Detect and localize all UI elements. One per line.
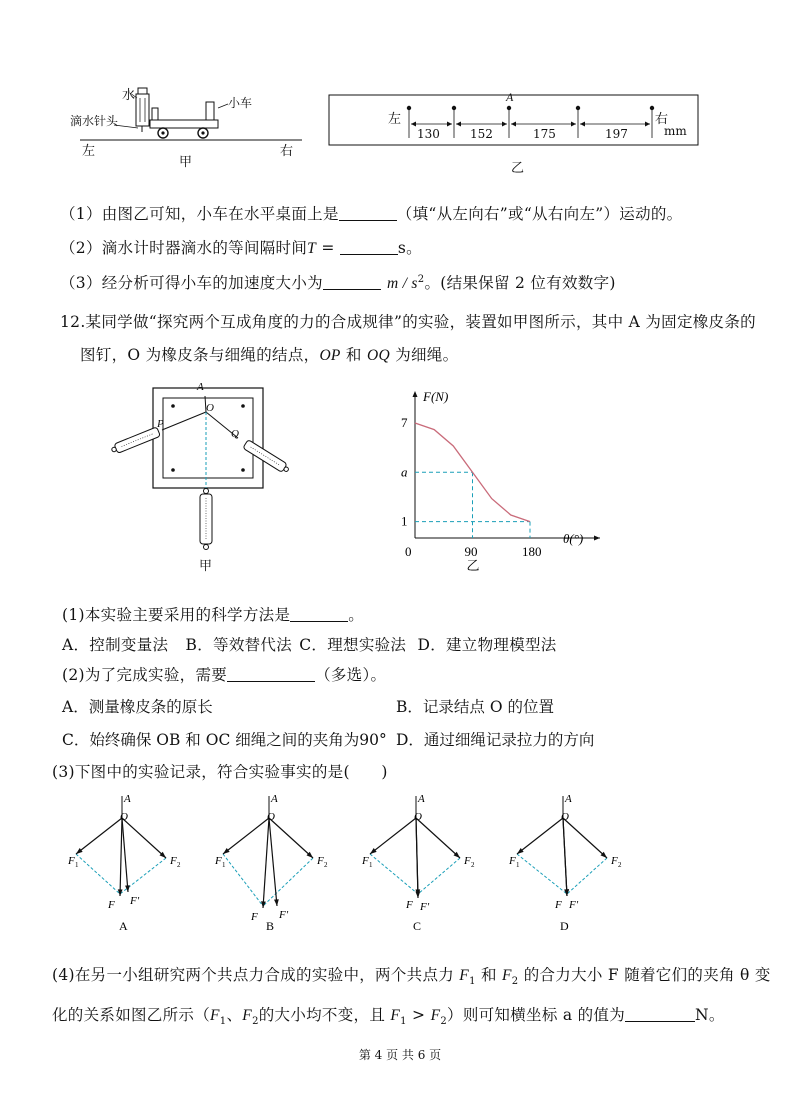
figure-drip-tape xyxy=(328,90,700,150)
q12-s1-option-c[interactable]: C．理想实验法 xyxy=(299,636,407,654)
q11-part3 xyxy=(60,271,616,293)
q11-part2-unit: s。 xyxy=(397,239,422,257)
q12-s4-l2-f1: F xyxy=(210,1007,220,1024)
q12-s4-l2-gt: > xyxy=(406,1006,431,1024)
f1-arrow xyxy=(76,818,122,854)
x-tick-label: 90 xyxy=(464,544,478,559)
q11-part3-text: （3）经分析可得小车的加速度大小为 xyxy=(60,274,323,292)
q12-intro2-mid: 和 xyxy=(340,346,367,364)
q12-s1-option-a[interactable]: A．控制变量法 xyxy=(62,636,169,654)
q12-s4-line1: (4)在另一小组研究两个共点力合成的实验中，两个共点力 $F_1$ 和 $F_2$ 的合力大小 F 随着它们的夹角 θ 变 xyxy=(52,966,771,988)
f-arrow xyxy=(416,818,418,898)
label-f: F xyxy=(555,899,562,911)
label-nozzle: 滴水针头 xyxy=(70,114,119,128)
parallelogram-edge xyxy=(223,854,263,906)
q12-s1-text: (1)本实验主要采用的科学方法是 xyxy=(62,606,291,624)
label-f-prime: F′ xyxy=(279,909,289,921)
q12-intro2-a: 图钉，O 为橡皮条与细绳的结点， xyxy=(80,346,320,364)
q12-s2-option-c[interactable] xyxy=(62,728,387,750)
q11-part2-eq: = xyxy=(316,239,340,257)
q12-s4-f2: F xyxy=(502,967,512,984)
tape-segment-3: 175 xyxy=(533,127,556,141)
option-letter: D xyxy=(560,919,569,933)
f2-arrow xyxy=(122,818,166,858)
q12-s2-option-d[interactable]: D．通过细绳记录拉力的方向 xyxy=(396,731,595,749)
q12-s4-l2-c: 的大小均不变，且 xyxy=(258,1006,391,1024)
q12-intro2-end: 为细绳。 xyxy=(389,346,459,364)
label-left: 左 xyxy=(82,144,96,159)
figure-force-board xyxy=(110,381,310,574)
q12-s2-option-c-text: C．始终确保 OB 和 OC 细绳之间的夹角为 xyxy=(62,731,360,749)
q12-intro2-oq: OQ xyxy=(366,347,390,364)
vector-diagram-c xyxy=(361,793,475,933)
q12-s1-option-b[interactable]: B．等效替代法 xyxy=(185,636,293,654)
q11-part2-blank[interactable] xyxy=(340,240,398,255)
f2-arrow xyxy=(269,818,313,858)
y-tick-label: a xyxy=(401,464,408,480)
q12-intro2-op: OP xyxy=(319,347,341,364)
label-f1: F xyxy=(509,855,516,867)
f-prime-arrow xyxy=(120,818,122,896)
q12-s1-options xyxy=(62,633,557,655)
label-f2-sub: 2 xyxy=(324,861,328,869)
board-label-p: P xyxy=(157,418,164,430)
f-arrow xyxy=(563,818,567,896)
q12-s4-l2-f1b: F xyxy=(390,1007,401,1024)
force-angle-chart xyxy=(395,385,615,575)
tape-label-right: 右 xyxy=(655,112,669,127)
vector-diagram-a xyxy=(67,793,181,933)
q12-s2 xyxy=(62,663,386,685)
label-f1-sub: 1 xyxy=(369,861,373,869)
q12-s2-option-b[interactable]: B．记录结点 O 的位置 xyxy=(396,698,554,716)
tape-label-left: 左 xyxy=(388,112,402,127)
q12-s1-option-d[interactable]: D．建立物理模型法 xyxy=(417,636,557,654)
board-label-o: O xyxy=(206,402,214,414)
f1-arrow xyxy=(223,818,269,854)
parallelogram-edge xyxy=(517,854,567,894)
label-f2-sub: 2 xyxy=(177,861,181,869)
label-f2: F xyxy=(611,855,618,867)
label-f1: F xyxy=(362,855,369,867)
q11-part1-text: （1）由图乙可知，小车在水平桌面上是 xyxy=(60,205,339,223)
chart-caption: 乙 xyxy=(466,558,480,573)
tape-segment-4: 197 xyxy=(605,127,628,141)
q11-part1 xyxy=(60,202,682,224)
q12-intro-line2 xyxy=(80,343,458,365)
label-f: F xyxy=(406,899,413,911)
f1-arrow xyxy=(370,818,416,854)
q12-s4-l1-c: 的合力大小 F 随着它们的夹角 θ 变 xyxy=(518,966,771,984)
f-arrow-head xyxy=(415,891,420,898)
q12-s2-option-a[interactable]: A．测量橡皮条的原长 xyxy=(62,698,213,716)
x-tick-label: 0 xyxy=(405,544,412,559)
drip-tape-svg xyxy=(328,90,700,150)
x-axis-label: θ(°) xyxy=(563,531,584,546)
q12-s4-line2: 化的关系如图乙所示（$F_1$、$F_2$的大小均不变，且 $F_1 > F_2$）则可知横坐标 a 的值为 N。 xyxy=(52,1006,725,1028)
q12-s1-blank[interactable] xyxy=(290,607,348,622)
label-f: F xyxy=(251,911,258,923)
label-a: A xyxy=(271,793,278,805)
label-f2: F xyxy=(464,855,471,867)
q12-s4-l2-a: 化的关系如图乙所示（ xyxy=(52,1006,211,1024)
label-a: A xyxy=(418,793,425,805)
label-a: A xyxy=(565,793,572,805)
q11-part1-blank[interactable] xyxy=(339,206,397,221)
y-tick-label: 1 xyxy=(401,513,408,529)
q12-s4-l1-b: 和 xyxy=(475,966,503,984)
f-arrow xyxy=(269,818,277,906)
q12-s4-l2-f2: F xyxy=(242,1007,253,1024)
f2-arrow xyxy=(563,818,607,858)
q11-part3-unit: m / s xyxy=(386,275,418,292)
tape-segment-1: 130 xyxy=(417,127,440,141)
q12-s2-blank[interactable] xyxy=(227,667,315,682)
label-car: 小车 xyxy=(228,96,253,110)
label-f2: F xyxy=(170,855,177,867)
parallelogram-edge xyxy=(263,858,313,906)
tape-point-a: A xyxy=(506,90,514,104)
label-f2: F xyxy=(317,855,324,867)
page-footer: 第 4 页 共 6 页 xyxy=(358,1048,442,1062)
q12-s1 xyxy=(62,603,364,625)
q12-s4-blank[interactable] xyxy=(625,1007,695,1022)
f1-arrow xyxy=(517,818,563,854)
label-o: O xyxy=(561,811,569,823)
label-f2-sub: 2 xyxy=(618,861,622,869)
q12-s4-f1: F xyxy=(459,967,470,984)
vector-diagram-b xyxy=(214,793,328,933)
label-f: F xyxy=(108,899,115,911)
label-f1: F xyxy=(215,855,222,867)
board-label-q: Q xyxy=(231,428,239,440)
q12-s4-l2-end: N。 xyxy=(695,1006,725,1024)
vector-diagrams xyxy=(60,790,620,940)
label-o: O xyxy=(267,811,275,823)
label-o: O xyxy=(120,811,128,823)
caption-jia-1: 甲 xyxy=(179,155,193,170)
parallelogram-edge xyxy=(567,858,607,894)
y-axis-label: F(N) xyxy=(423,389,449,404)
parallelogram-edge xyxy=(370,854,418,894)
x-axis-arrow xyxy=(594,536,600,541)
q12-s4-l2-f2b: F xyxy=(430,1007,441,1024)
label-f2-sub: 2 xyxy=(471,861,475,869)
q12-s2-text: (2)为了完成实验，需要 xyxy=(62,666,228,684)
parallelogram-edge xyxy=(418,858,460,894)
q11-part2-var: T xyxy=(307,240,317,257)
board-label-a: A xyxy=(197,381,204,393)
q11-part3-note: 。(结果保留 2 位有效数字) xyxy=(424,274,616,292)
q12-s4-l2-b: 、 xyxy=(226,1006,243,1024)
q12-s1-end: 。 xyxy=(348,606,365,624)
q12-s2-option-c-angle: 90° xyxy=(359,731,387,749)
q11-part3-blank[interactable] xyxy=(323,275,381,290)
y-axis-arrow xyxy=(413,391,418,397)
label-f-prime: F′ xyxy=(130,895,140,907)
tape-unit: mm xyxy=(664,124,687,138)
q12-intro-line1: 12.某同学做“探究两个互成角度的力的合成规律”的实验，装置如甲图所示，其中 A 为固定橡皮条的 xyxy=(60,313,756,331)
f-prime-arrow xyxy=(263,818,269,908)
tape-segment-2: 152 xyxy=(470,127,493,141)
q12-s3: (3)下图中的实验记录，符合实验事实的是( ) xyxy=(52,763,388,781)
y-tick-label: 7 xyxy=(401,415,408,430)
x-tick-label: 180 xyxy=(522,544,542,559)
label-f1: F xyxy=(68,855,75,867)
label-f1-sub: 1 xyxy=(75,861,79,869)
figure-force-chart xyxy=(395,385,615,575)
label-f1-sub: 1 xyxy=(222,861,226,869)
caption-jia-2: 甲 xyxy=(199,559,213,574)
q11-part2-text: （2）滴水计时器滴水的等间隔时间 xyxy=(60,239,308,257)
vector-diagrams-svg xyxy=(60,790,620,940)
q11-part1-hint: （填“从左向右”或“从右向左”）运动的。 xyxy=(396,205,683,223)
parallelogram-edge xyxy=(76,854,120,894)
label-f1-sub: 1 xyxy=(516,861,520,869)
label-f-prime: F′ xyxy=(569,899,579,911)
f-arrow xyxy=(122,818,128,892)
q11-part2 xyxy=(60,236,422,258)
q12-s4-l2-d: ）则可知横坐标 a 的值为 xyxy=(447,1006,626,1024)
f2-arrow xyxy=(416,818,460,858)
caption-yi-1: 乙 xyxy=(511,161,525,176)
option-letter: A xyxy=(119,919,128,933)
vector-diagram-d xyxy=(508,793,622,933)
label-right: 右 xyxy=(280,144,294,159)
label-f-prime: F′ xyxy=(420,901,430,913)
option-letter: B xyxy=(266,919,275,933)
label-water: 水 xyxy=(122,88,136,103)
option-letter: C xyxy=(413,919,422,933)
q12-s4-l1-a: (4)在另一小组研究两个共点力合成的实验中，两个共点力 xyxy=(52,966,460,984)
label-o: O xyxy=(414,811,422,823)
label-a: A xyxy=(124,793,131,805)
q11-part3-sup: 2 xyxy=(417,273,425,285)
q12-s2-end: （多选）。 xyxy=(315,666,387,684)
